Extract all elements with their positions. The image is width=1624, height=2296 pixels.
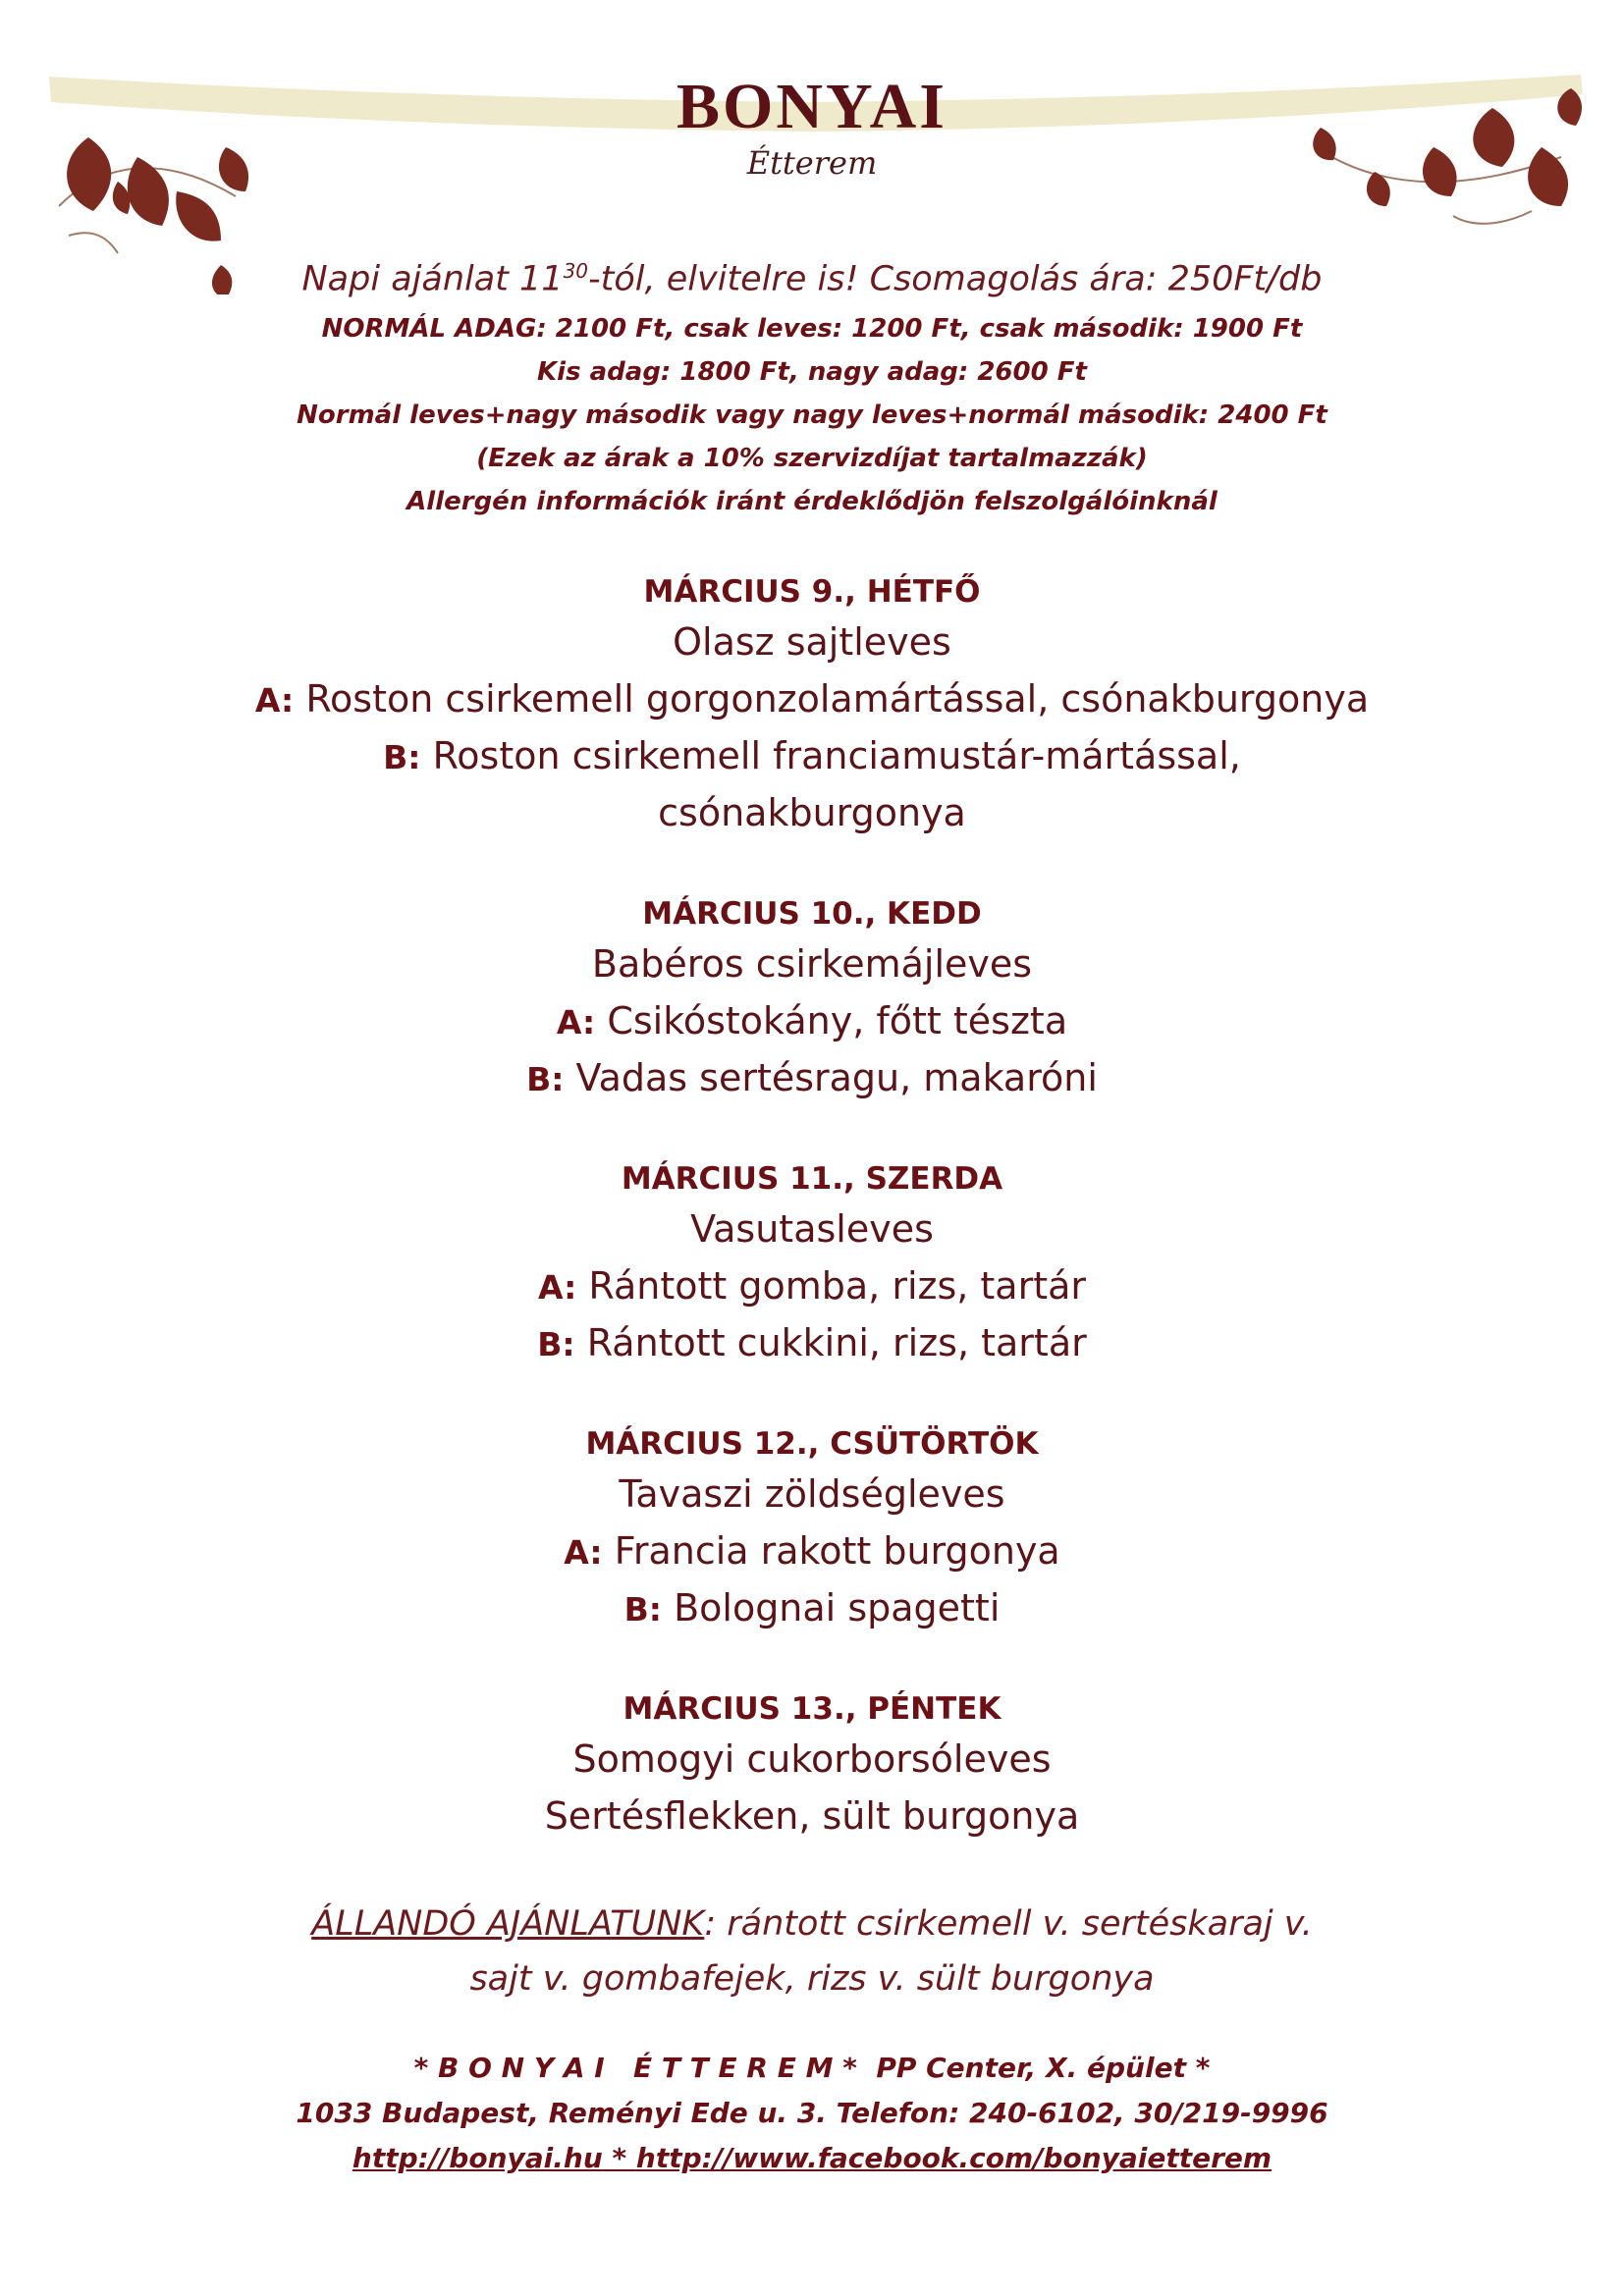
menu-a-text: Roston csirkemell gorgonzolamártással, csónakburgonya: [305, 677, 1370, 721]
link-separator: *: [602, 2142, 636, 2174]
menu-a-label: A:: [556, 1003, 596, 1041]
standing-offer: [0, 1904, 1624, 1944]
menu-b-item: [0, 1586, 1624, 1629]
soup-item: Babéros csirkemájleves: [591, 942, 1033, 986]
footer-address-line: 1033 Budapest, Reményi Ede u. 3. Telefon: 240-6102, 30/219-9996: [296, 2097, 1328, 2129]
menu-a-item: [0, 677, 1624, 721]
menu-b-item: [0, 734, 1624, 777]
facebook-link[interactable]: http://www.facebook.com/bonyaietterem: [635, 2142, 1272, 2174]
allergen-note: Allergén információk iránt érdeklődjön felszolgálóinknál: [406, 487, 1218, 516]
menu-b-text: Rántott cukkini, rizs, tartár: [586, 1321, 1087, 1364]
menu-b-label: B:: [623, 1590, 662, 1629]
intro-text-a: Napi ajánlat 11: [301, 259, 564, 299]
menu-a-text: Csikóstokány, főtt tészta: [607, 999, 1068, 1042]
day-title: MÁRCIUS 9., HÉTFŐ: [643, 574, 981, 610]
menu-a-item: [0, 1529, 1624, 1573]
day-title: MÁRCIUS 10., KEDD: [642, 896, 982, 932]
soup-item: Vasutasleves: [690, 1207, 934, 1251]
main-course-item: Sertésflekken, sült burgonya: [544, 1794, 1080, 1838]
footer-restaurant-line: * B O N Y A I É T T E R E M * PP Center, X. épület *: [413, 2052, 1211, 2084]
menu-b-text: Bolognai spagetti: [674, 1586, 1001, 1629]
menu-a-label: A:: [254, 681, 295, 720]
menu-a-text: Francia rakott burgonya: [614, 1529, 1060, 1573]
menu-b-label: B:: [526, 1060, 565, 1098]
menu-b-item: [0, 1056, 1624, 1099]
standing-offer-text: : rántott csirkemell v. sertéskaraj v.: [704, 1904, 1313, 1944]
menu-a-text: Rántott gomba, rizs, tartár: [588, 1264, 1087, 1308]
day-title: MÁRCIUS 11., SZERDA: [621, 1161, 1003, 1197]
brand-subtitle: Étterem: [746, 144, 878, 182]
menu-b-label: B:: [383, 738, 421, 776]
menu-a-label: A:: [537, 1268, 577, 1307]
standing-offer-label: ÁLLANDÓ AJÁNLATUNK: [311, 1904, 705, 1944]
menu-b-text: Roston csirkemell franciamustár-mártással,: [432, 734, 1241, 777]
menu-a-item: [0, 1264, 1624, 1308]
price-line: Kis adag: 1800 Ft, nagy adag: 2600 Ft: [537, 357, 1087, 387]
intro-text-b: -tól, elvitelre is! Csomagolás ára: 250Ft/db: [588, 259, 1323, 299]
footer-links: [0, 2142, 1624, 2174]
soup-item: Olasz sajtleves: [673, 620, 951, 664]
day-title: MÁRCIUS 13., PÉNTEK: [623, 1691, 1001, 1727]
day-title: MÁRCIUS 12., CSÜTÖRTÖK: [585, 1426, 1039, 1462]
menu-b-text-cont: csónakburgonya: [658, 791, 966, 834]
menu-a-item: [0, 999, 1624, 1042]
soup-item: Tavaszi zöldségleves: [619, 1472, 1005, 1516]
price-line: Normál leves+nagy második vagy nagy leves+normál második: 2400 Ft: [297, 400, 1327, 430]
soup-item: Somogyi cukorborsóleves: [572, 1737, 1052, 1781]
price-line: NORMÁL ADAG: 2100 Ft, csak leves: 1200 Ft, csak második: 1900 Ft: [321, 314, 1303, 344]
menu-a-label: A:: [564, 1533, 603, 1572]
daily-offer-intro: [0, 259, 1624, 299]
price-line: (Ezek az árak a 10% szervizdíjat tartalmazzák): [476, 444, 1148, 473]
standing-offer-text-cont: sajt v. gombafejek, rizs v. sült burgonya: [469, 1959, 1155, 1999]
menu-b-item: [0, 1321, 1624, 1364]
website-link[interactable]: http://bonyai.hu: [352, 2142, 603, 2174]
menu-b-text: Vadas sertésragu, makaróni: [575, 1056, 1098, 1099]
menu-b-label: B:: [537, 1325, 575, 1363]
brand-title: BONYAI: [677, 71, 947, 142]
intro-time-sup: 30: [563, 259, 589, 283]
